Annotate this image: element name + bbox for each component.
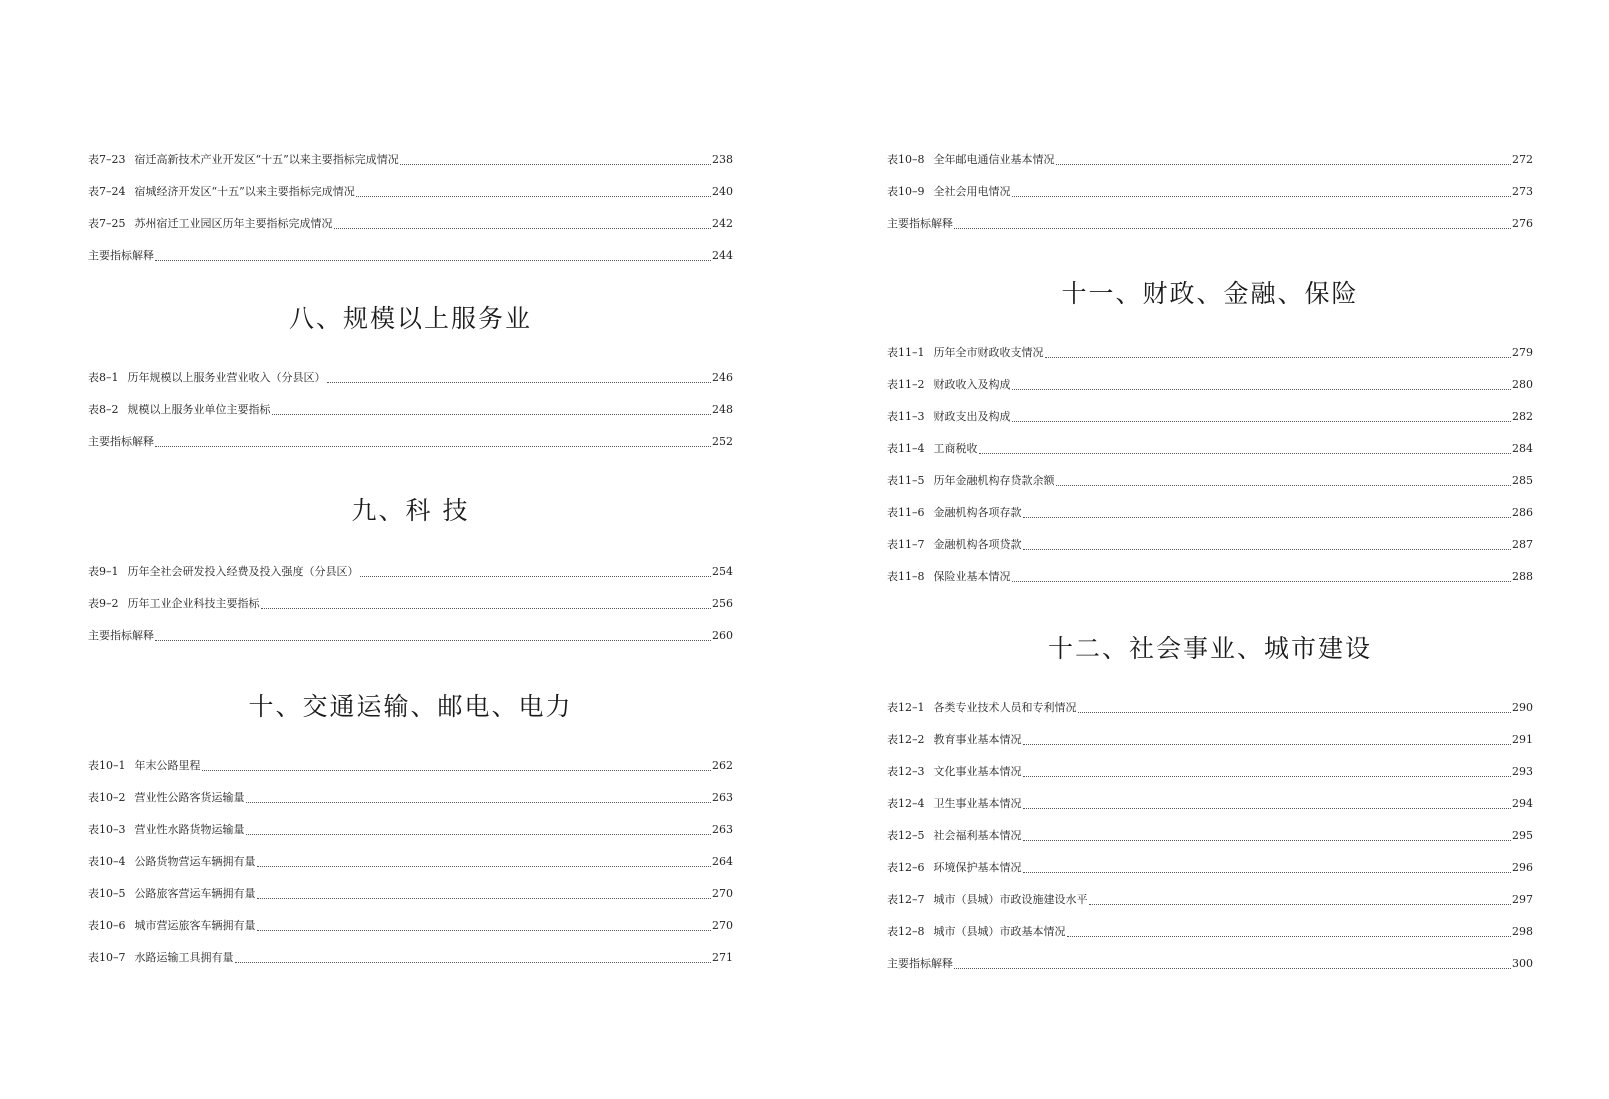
dot-leader: [1078, 711, 1512, 713]
dot-leader: [1023, 548, 1512, 550]
section-heading: 十二、社会事业、城市建设: [1047, 634, 1372, 663]
dot-leader: [334, 227, 712, 229]
section-heading: 十一、财政、金融、保险: [1061, 279, 1359, 308]
dot-leader: [155, 445, 711, 447]
page-number: 279: [1512, 346, 1533, 359]
table-code: 表12–4: [887, 797, 925, 810]
entry-title: 公路货物营运车辆拥有量: [134, 855, 256, 868]
entry-title: 规模以上服务业单位主要指标: [127, 403, 271, 416]
toc-entry[interactable]: [887, 852, 1533, 884]
table-code: 表10–2: [88, 791, 126, 804]
table-code: 表11–2: [887, 378, 925, 391]
toc-entry[interactable]: [887, 788, 1533, 820]
table-code: 表11–8: [887, 570, 925, 583]
entry-title: 主要指标解释: [887, 957, 953, 970]
toc-entry[interactable]: [887, 916, 1533, 948]
dot-leader: [954, 227, 1511, 229]
page-number: 270: [712, 887, 733, 900]
toc-entry[interactable]: [887, 369, 1533, 401]
page-number: 293: [1512, 765, 1533, 778]
table-code: 表10–5: [88, 887, 126, 900]
dot-leader: [400, 163, 711, 165]
toc-entry[interactable]: [88, 750, 733, 782]
page-number: 285: [1512, 474, 1533, 487]
page-number: 272: [1512, 153, 1533, 166]
toc-block: [88, 362, 733, 458]
toc-entry[interactable]: [88, 426, 733, 458]
entry-title: 各类专业技术人员和专利情况: [933, 701, 1077, 714]
table-code: 表7–25: [88, 217, 126, 230]
dot-leader: [1023, 807, 1512, 809]
dot-leader: [257, 929, 712, 931]
table-code: 表7–23: [88, 153, 126, 166]
dot-leader: [235, 961, 712, 963]
dot-leader: [1012, 195, 1512, 197]
entry-title: 城市（县城）市政基本情况: [933, 925, 1066, 938]
page-number: 242: [712, 217, 733, 230]
table-code: 表12–2: [887, 733, 925, 746]
table-code: 表11–6: [887, 506, 925, 519]
entry-title: 年末公路里程: [134, 759, 201, 772]
toc-entry[interactable]: [887, 465, 1533, 497]
toc-entry[interactable]: [887, 208, 1533, 240]
toc-entry[interactable]: [88, 144, 733, 176]
page-number: 284: [1512, 442, 1533, 455]
page-number: 252: [712, 435, 733, 448]
page-number: 270: [712, 919, 733, 932]
entry-title: 历年工业企业科技主要指标: [127, 597, 260, 610]
table-code: 表11–1: [887, 346, 925, 359]
page-number: 276: [1512, 217, 1533, 230]
table-code: 表11–5: [887, 474, 925, 487]
page-number: 290: [1512, 701, 1533, 714]
table-code: 表10–6: [88, 919, 126, 932]
page-number: 294: [1512, 797, 1533, 810]
entry-title: 教育事业基本情况: [933, 733, 1022, 746]
section-heading: 八、规模以上服务业: [288, 304, 532, 333]
dot-leader: [1056, 484, 1512, 486]
table-code: 表11–4: [887, 442, 925, 455]
toc-entry[interactable]: [88, 942, 733, 974]
table-code: 表10–9: [887, 185, 925, 198]
page-number: 287: [1512, 538, 1533, 551]
entry-title: 保险业基本情况: [933, 570, 1011, 583]
entry-title: 主要指标解释: [88, 629, 154, 642]
toc-block: [88, 144, 733, 272]
dot-leader: [1089, 903, 1512, 905]
dot-leader: [155, 639, 711, 641]
page-number: 248: [712, 403, 733, 416]
page-number: 271: [712, 951, 733, 964]
entry-title: 城市营运旅客车辆拥有量: [134, 919, 256, 932]
toc-entry[interactable]: [887, 692, 1533, 724]
entry-title: 金融机构各项存款: [933, 506, 1022, 519]
toc-entry[interactable]: [887, 401, 1533, 433]
dot-leader: [246, 801, 712, 803]
dot-leader: [1067, 935, 1512, 937]
toc-entry[interactable]: [887, 337, 1533, 369]
toc-entry[interactable]: [88, 814, 733, 846]
page-number: 300: [1512, 957, 1533, 970]
table-code: 表11–7: [887, 538, 925, 551]
entry-title: 文化事业基本情况: [933, 765, 1022, 778]
page-number: 238: [712, 153, 733, 166]
table-code: 表10–3: [88, 823, 126, 836]
page-number: 295: [1512, 829, 1533, 842]
section-heading: 十、交通运输、邮电、电力: [248, 692, 573, 721]
page-number: 256: [712, 597, 733, 610]
dot-leader: [360, 575, 712, 577]
dot-leader: [356, 195, 711, 197]
toc-entry[interactable]: [887, 497, 1533, 529]
page-number: 282: [1512, 410, 1533, 423]
toc-entry[interactable]: [88, 588, 733, 620]
table-code: 表12–1: [887, 701, 925, 714]
page-number: 240: [712, 185, 733, 198]
dot-leader: [327, 381, 712, 383]
dot-leader: [1023, 743, 1512, 745]
toc-entry[interactable]: [88, 620, 733, 652]
entry-title: 卫生事业基本情况: [933, 797, 1022, 810]
table-code: 表10–7: [88, 951, 126, 964]
dot-leader: [954, 967, 1511, 969]
table-code: 表12–5: [887, 829, 925, 842]
dot-leader: [272, 413, 712, 415]
toc-entry[interactable]: [887, 529, 1533, 561]
dot-leader: [257, 865, 712, 867]
toc-entry[interactable]: [88, 556, 733, 588]
dot-leader: [257, 897, 712, 899]
dot-leader: [1023, 871, 1512, 873]
entry-title: 营业性水路货物运输量: [134, 823, 245, 836]
table-code: 表10–1: [88, 759, 126, 772]
toc-entry[interactable]: [887, 433, 1533, 465]
page-number: 260: [712, 629, 733, 642]
toc-block: [887, 337, 1533, 593]
toc-entry[interactable]: [88, 176, 733, 208]
dot-leader: [1056, 163, 1512, 165]
page-number: 263: [712, 791, 733, 804]
toc-entry[interactable]: [88, 782, 733, 814]
toc-entry[interactable]: [88, 878, 733, 910]
toc-block: [88, 750, 733, 974]
toc-entry[interactable]: [88, 910, 733, 942]
entry-title: 营业性公路客货运输量: [134, 791, 245, 804]
entry-title: 宿迁高新技术产业开发区“十五”以来主要指标完成情况: [134, 153, 399, 166]
table-code: 表9–2: [88, 597, 119, 610]
dot-leader: [1012, 420, 1512, 422]
table-code: 表12–7: [887, 893, 925, 906]
section-heading: 九、科 技: [351, 496, 470, 525]
entry-title: 历年规模以上服务业营业收入（分县区）: [127, 371, 326, 384]
page-number: 262: [712, 759, 733, 772]
page-number: 298: [1512, 925, 1533, 938]
entry-title: 财政收入及构成: [933, 378, 1011, 391]
table-code: 表7–24: [88, 185, 126, 198]
toc-entry[interactable]: [887, 144, 1533, 176]
entry-title: 公路旅客营运车辆拥有量: [134, 887, 256, 900]
toc-entry[interactable]: [887, 820, 1533, 852]
dot-leader: [155, 259, 711, 261]
page-number: 264: [712, 855, 733, 868]
dot-leader: [1012, 580, 1512, 582]
toc-entry[interactable]: [88, 240, 733, 272]
page-number: 291: [1512, 733, 1533, 746]
entry-title: 主要指标解释: [887, 217, 953, 230]
page-number: 254: [712, 565, 733, 578]
entry-title: 历年全市财政收支情况: [933, 346, 1044, 359]
dot-leader: [261, 607, 712, 609]
table-code: 表12–3: [887, 765, 925, 778]
toc-entry[interactable]: [88, 394, 733, 426]
dot-leader: [1023, 775, 1512, 777]
entry-title: 历年全社会研发投入经费及投入强度（分县区）: [127, 565, 359, 578]
table-code: 表12–6: [887, 861, 925, 874]
entry-title: 工商税收: [933, 442, 978, 455]
table-code: 表9–1: [88, 565, 119, 578]
page-number: 280: [1512, 378, 1533, 391]
entry-title: 环境保护基本情况: [933, 861, 1022, 874]
entry-title: 全年邮电通信业基本情况: [933, 153, 1055, 166]
page-number: 286: [1512, 506, 1533, 519]
entry-title: 城市（县城）市政设施建设水平: [933, 893, 1088, 906]
toc-block: [887, 144, 1533, 240]
toc-block: [88, 556, 733, 652]
toc-entry[interactable]: [887, 724, 1533, 756]
toc-entry[interactable]: [887, 561, 1533, 593]
table-code: 表8–1: [88, 371, 119, 384]
dot-leader: [1023, 839, 1512, 841]
entry-title: 财政支出及构成: [933, 410, 1011, 423]
entry-title: 水路运输工具拥有量: [134, 951, 234, 964]
toc-entry[interactable]: [887, 756, 1533, 788]
page-number: 273: [1512, 185, 1533, 198]
page-number: 296: [1512, 861, 1533, 874]
dot-leader: [1012, 388, 1512, 390]
page-number: 263: [712, 823, 733, 836]
table-code: 表8–2: [88, 403, 119, 416]
entry-title: 历年金融机构存贷款余额: [933, 474, 1055, 487]
toc-entry[interactable]: [887, 948, 1533, 980]
table-code: 表10–8: [887, 153, 925, 166]
entry-title: 苏州宿迁工业园区历年主要指标完成情况: [134, 217, 333, 230]
page-number: 246: [712, 371, 733, 384]
page-number: 288: [1512, 570, 1533, 583]
entry-title: 社会福利基本情况: [933, 829, 1022, 842]
entry-title: 全社会用电情况: [933, 185, 1011, 198]
entry-title: 金融机构各项贷款: [933, 538, 1022, 551]
toc-entry[interactable]: [88, 846, 733, 878]
dot-leader: [202, 769, 712, 771]
entry-title: 主要指标解释: [88, 435, 154, 448]
toc-entry[interactable]: [88, 362, 733, 394]
toc-entry[interactable]: [887, 884, 1533, 916]
page-number: 244: [712, 249, 733, 262]
entry-title: 主要指标解释: [88, 249, 154, 262]
toc-entry[interactable]: [887, 176, 1533, 208]
table-code: 表10–4: [88, 855, 126, 868]
dot-leader: [246, 833, 712, 835]
toc-entry[interactable]: [88, 208, 733, 240]
entry-title: 宿城经济开发区“十五”以来主要指标完成情况: [134, 185, 355, 198]
table-code: 表12–8: [887, 925, 925, 938]
toc-block: [887, 692, 1533, 980]
dot-leader: [1045, 356, 1512, 358]
dot-leader: [979, 452, 1512, 454]
page-number: 297: [1512, 893, 1533, 906]
table-code: 表11–3: [887, 410, 925, 423]
dot-leader: [1023, 516, 1512, 518]
